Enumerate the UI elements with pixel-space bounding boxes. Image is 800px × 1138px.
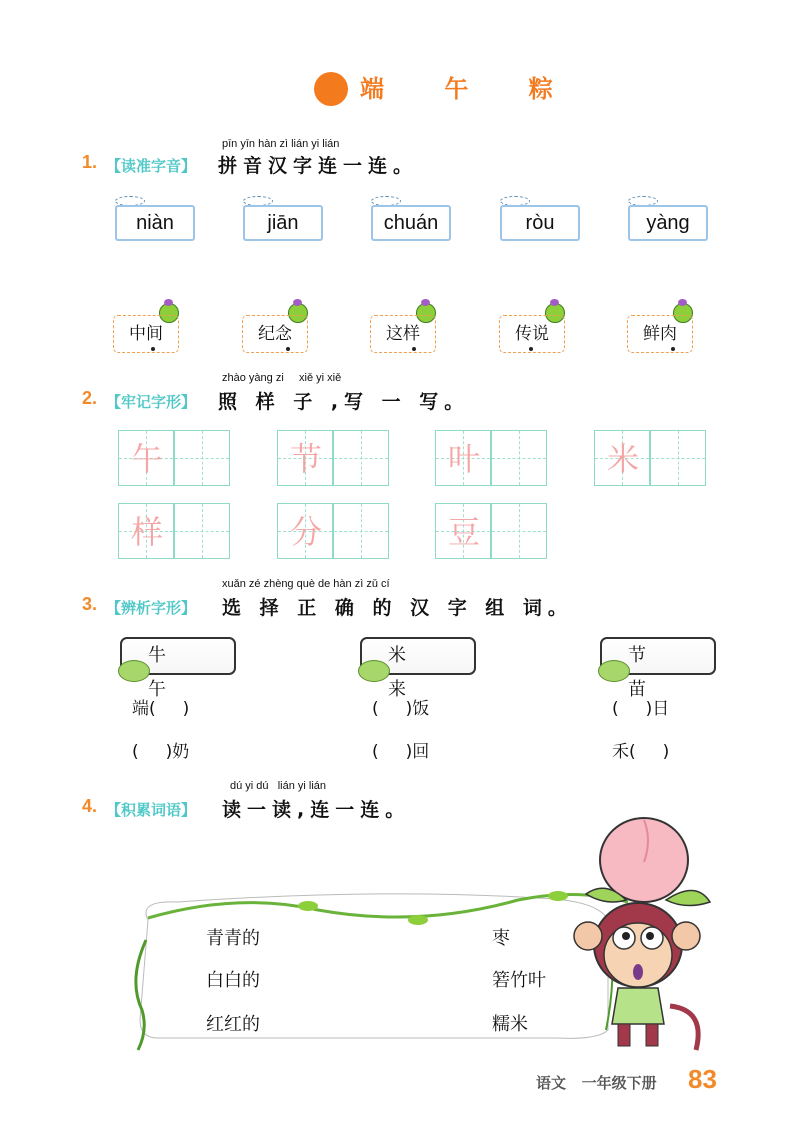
match-left-item[interactable]: 白白的 <box>206 970 260 991</box>
word-box[interactable]: 纪念 <box>242 315 308 353</box>
model-char: 午 <box>130 440 163 478</box>
grid-guide <box>519 504 520 558</box>
practice-cell[interactable] <box>174 430 230 486</box>
q2-number: 2. <box>82 388 98 408</box>
q3-instruction: 选 择 正 确 的 汉 字 组 词。 <box>222 597 573 619</box>
fill-blank[interactable]: ( )饭 <box>372 699 430 719</box>
model-cell <box>435 430 491 486</box>
model-cell <box>118 430 174 486</box>
grid-guide <box>678 431 679 485</box>
practice-cell[interactable] <box>333 503 389 559</box>
q2-tag: 【牢记字形】 <box>106 393 197 411</box>
grid-guide <box>361 504 362 558</box>
monkey-peach-illustration <box>566 810 726 1060</box>
pinyin-box[interactable]: yàng <box>628 205 708 241</box>
match-right-item[interactable]: 箬竹叶 <box>492 970 546 991</box>
model-char: 叶 <box>447 440 480 478</box>
model-char: 样 <box>130 513 163 551</box>
q1-number: 1. <box>82 152 98 172</box>
q4-instruction: 读一读,连一连。 <box>222 799 411 821</box>
practice-cell[interactable] <box>491 430 547 486</box>
q3-pinyin: xuǎn zé zhèng què de hàn zì zǔ cí <box>222 578 390 590</box>
model-cell <box>277 430 333 486</box>
model-cell <box>594 430 650 486</box>
vine-border <box>118 880 638 1060</box>
grid-guide <box>202 431 203 485</box>
match-left-item[interactable]: 红红的 <box>206 1014 260 1035</box>
pinyin-box[interactable]: niàn <box>115 205 195 241</box>
page-number: 83 <box>688 1064 717 1094</box>
q1-instruction: 拼音汉字连一连。 <box>218 155 419 177</box>
pinyin-box[interactable]: ròu <box>500 205 580 241</box>
practice-cell[interactable] <box>491 503 547 559</box>
pinyin-box[interactable]: chuán <box>371 205 451 241</box>
model-char: 节 <box>289 440 322 478</box>
q1-pinyin: pīn yīn hàn zì lián yi lián <box>222 138 340 150</box>
q3-tag: 【辨析字形】 <box>106 599 197 617</box>
word-box[interactable]: 中间 <box>113 315 179 353</box>
emphasis-dot <box>529 347 533 351</box>
grid-guide <box>361 431 362 485</box>
q2-instruction: 照 样 子 ,写 一 写。 <box>218 391 470 413</box>
grid-guide <box>202 504 203 558</box>
q1-tag: 【读准字音】 <box>106 157 197 175</box>
practice-cell[interactable] <box>650 430 706 486</box>
title-dot <box>314 72 348 106</box>
emphasis-dot <box>286 347 290 351</box>
zongzi-leaf-icon <box>598 660 630 682</box>
fill-blank[interactable]: ( )回 <box>372 742 430 762</box>
option-box: 牛 午 <box>120 637 236 675</box>
model-cell <box>277 503 333 559</box>
q4-tag: 【积累词语】 <box>106 801 197 819</box>
fill-blank[interactable]: ( )日 <box>612 699 670 719</box>
q2-pinyin: zhào yàng zi xiě yi xiě <box>222 372 342 384</box>
footer-book: 语文 一年级下册 <box>536 1074 657 1092</box>
q4-number: 4. <box>82 796 98 816</box>
word-box[interactable]: 鲜肉 <box>627 315 693 353</box>
page-title: 端 午 粽 <box>360 75 579 103</box>
practice-cell[interactable] <box>333 430 389 486</box>
model-cell <box>118 503 174 559</box>
model-char: 米 <box>606 440 639 478</box>
fill-blank[interactable]: 端( ) <box>132 699 190 719</box>
match-left-item[interactable]: 青青的 <box>206 928 260 949</box>
zongzi-leaf-icon <box>118 660 150 682</box>
word-box[interactable]: 这样 <box>370 315 436 353</box>
word-box[interactable]: 传说 <box>499 315 565 353</box>
model-char: 豆 <box>447 513 480 551</box>
grid-guide <box>519 431 520 485</box>
emphasis-dot <box>151 347 155 351</box>
match-right-item[interactable]: 枣 <box>492 928 510 949</box>
q3-number: 3. <box>82 594 98 614</box>
fill-blank[interactable]: 禾( ) <box>612 742 670 762</box>
fill-blank[interactable]: ( )奶 <box>132 742 190 762</box>
zongzi-leaf-icon <box>358 660 390 682</box>
model-cell <box>435 503 491 559</box>
option-box: 节 苗 <box>600 637 716 675</box>
q4-pinyin: dú yi dú lián yi lián <box>230 780 326 792</box>
emphasis-dot <box>671 347 675 351</box>
practice-cell[interactable] <box>174 503 230 559</box>
match-right-item[interactable]: 糯米 <box>492 1014 528 1035</box>
model-char: 分 <box>289 513 322 551</box>
pinyin-box[interactable]: jiān <box>243 205 323 241</box>
emphasis-dot <box>412 347 416 351</box>
option-box: 米 来 <box>360 637 476 675</box>
